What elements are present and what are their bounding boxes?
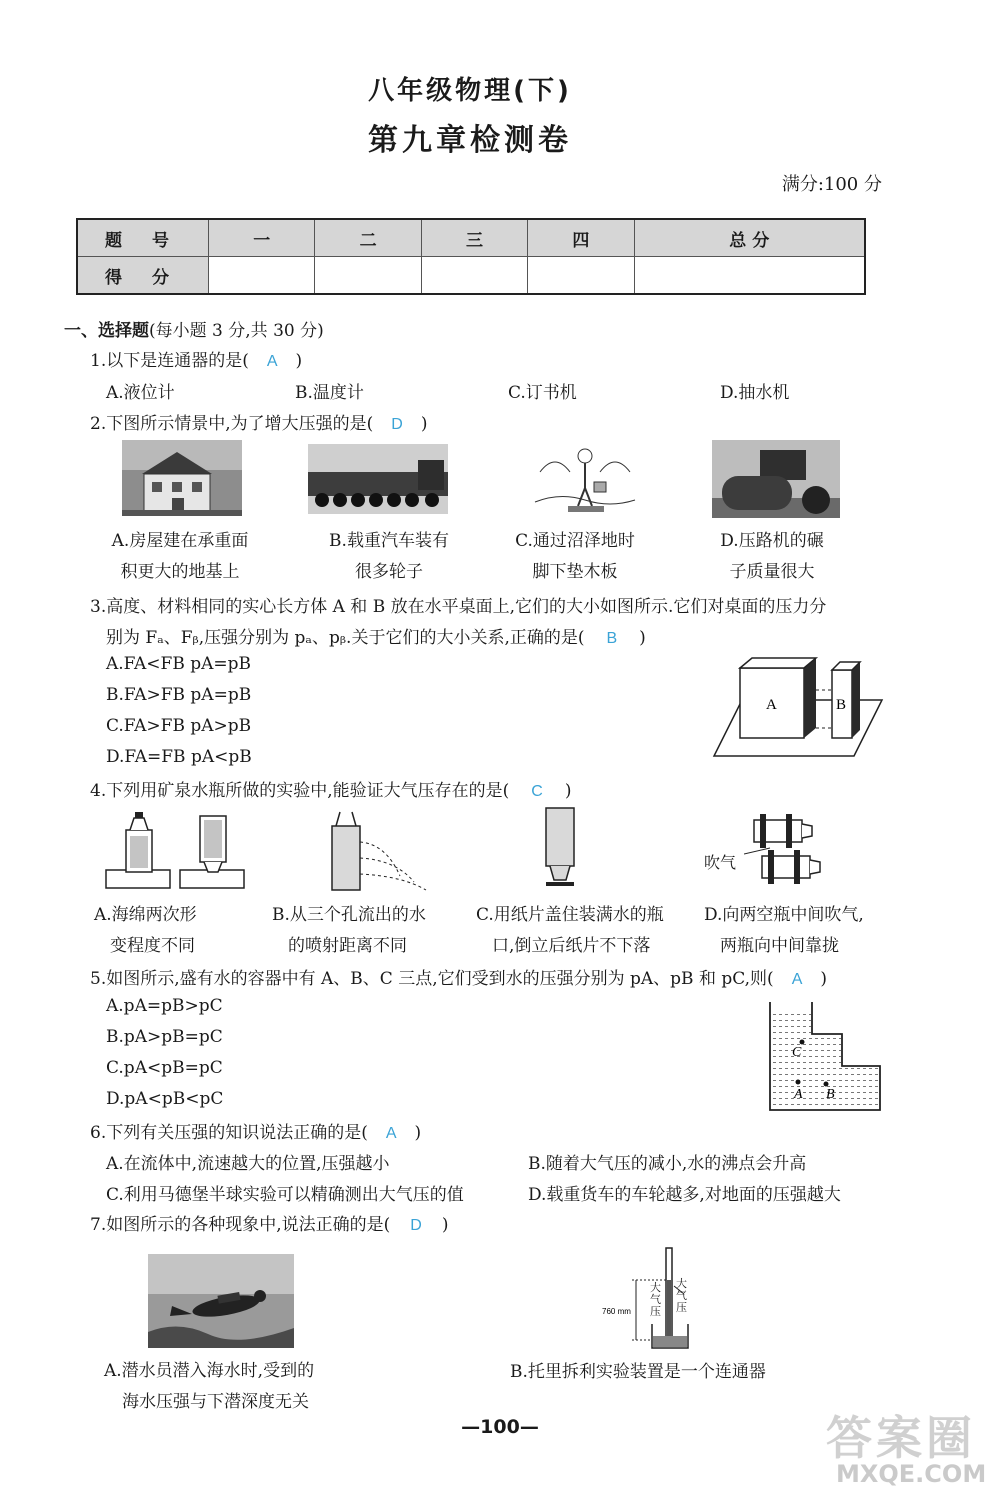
q6-option-b: B.随着大气压的减小,水的沸点会升高 (528, 1154, 807, 1174)
caption-line: 变程度不同 (110, 936, 195, 956)
question-text: 5.如图所示,盛有水的容器中有 A、B、C 三点,它们受到水的压强分别为 pA、pB 和 pC,则( (90, 969, 774, 989)
paren-close: ) (564, 781, 572, 801)
q1-option-b: B.温度计 (295, 383, 364, 403)
caption-line: 很多轮子 (355, 562, 423, 582)
score-cell (209, 257, 315, 295)
q1-option-c: C.订书机 (508, 383, 577, 403)
caption-line: 积更大的地基上 (120, 562, 240, 582)
score-col-total: 总 分 (634, 219, 865, 257)
caption-line: B.载重汽车装有 (329, 531, 449, 551)
three-holes-figure (326, 806, 434, 892)
paren-close: ) (295, 351, 303, 371)
score-table-score-row (77, 257, 865, 295)
paren-close: ) (420, 414, 428, 434)
q6-option-a: A.在流体中,流速越大的位置,压强越小 (106, 1154, 390, 1174)
question-text: 7.如图所示的各种现象中,说法正确的是( (90, 1215, 391, 1235)
answer-mark: D (391, 416, 403, 433)
block-a-label: A (766, 697, 777, 713)
caption-line: 的喷射距离不同 (288, 936, 407, 956)
question-3-stem-line1: 3.高度、材料相同的实心长方体 A 和 B 放在水平桌面上,它们的大小如图所示.它们对桌面的压力分 (90, 597, 827, 617)
q6-option-d: D.载重货车的车轮越多,对地面的压强越大 (528, 1185, 841, 1205)
caption-line: 子质量很大 (729, 562, 815, 582)
answer-mark: A (385, 1125, 397, 1142)
question-6-stem (90, 1118, 421, 1143)
answer-mark: B (606, 630, 618, 647)
q2-caption-b (314, 526, 464, 588)
q5-option-d: D.pA<pB<pC (106, 1089, 224, 1109)
blow-label: 吹气 (704, 853, 737, 872)
q4-caption-c (476, 900, 696, 962)
section-title: 一、选择题 (64, 321, 149, 341)
roller-photo (712, 440, 840, 518)
point-c-label: C (792, 1045, 802, 1060)
score-col-3: 三 (421, 219, 527, 257)
diver-photo (148, 1254, 294, 1348)
paren-close: ) (441, 1215, 449, 1235)
section-note: (每小题 3 分,共 30 分) (149, 321, 324, 341)
caption-line: 脚下垫木板 (532, 562, 618, 582)
q3-option-c: C.FA>FB pA>pB (106, 716, 252, 736)
q5-option-b: B.pA>pB=pC (106, 1027, 223, 1047)
exam-title: 第九章检测卷 (368, 123, 572, 158)
caption-line: C.用纸片盖住装满水的瓶 (476, 905, 664, 925)
truck-photo (308, 444, 448, 514)
caption-line: A.房屋建在承重面 (111, 531, 249, 551)
answer-mark: A (791, 971, 803, 988)
inverted-bottle-figure (540, 806, 580, 892)
point-a-label: A (794, 1087, 803, 1102)
q1-option-a: A.液位计 (106, 383, 175, 403)
question-3-stem-line2 (106, 623, 646, 648)
caption-line: A.潜水员潜入海水时,受到的 (104, 1361, 315, 1381)
page-number: —100— (461, 1416, 539, 1438)
atmospheric-pressure-label-right: 大气压 (676, 1277, 687, 1314)
score-table-label-question: 题 号 (77, 219, 209, 257)
question-text: 6.下列有关压强的知识说法正确的是( (90, 1123, 368, 1143)
q7-caption-a (104, 1356, 364, 1418)
q4-caption-d (704, 900, 894, 962)
blocks-on-table-figure (712, 656, 884, 758)
score-cell (634, 257, 865, 295)
q2-caption-d (702, 526, 842, 588)
question-2-stem (90, 409, 427, 434)
question-text: 1.以下是连通器的是( (90, 351, 249, 371)
caption-line: A.海绵两次形 (94, 905, 197, 925)
caption-line: 海水压强与下潜深度无关 (122, 1392, 309, 1412)
caption-line: D.压路机的碾 (720, 531, 824, 551)
score-cell (528, 257, 634, 295)
water-container-figure (766, 1000, 884, 1112)
score-cell (315, 257, 421, 295)
caption-line: B.从三个孔流出的水 (272, 905, 426, 925)
q4-caption-b (272, 900, 452, 962)
question-text: 别为 Fₐ、Fᵦ,压强分别为 pₐ、pᵦ.关于它们的大小关系,正确的是( (106, 628, 585, 648)
score-table (76, 218, 866, 295)
question-text: 2.下图所示情景中,为了增大压强的是( (90, 414, 374, 434)
paren-close: ) (414, 1123, 422, 1143)
answer-mark: D (410, 1217, 422, 1234)
question-5-stem (90, 964, 827, 989)
caption-line: C.通过沼泽地时 (515, 531, 635, 551)
score-table-header-row (77, 219, 865, 257)
score-col-2: 二 (315, 219, 421, 257)
score-col-1: 一 (209, 219, 315, 257)
q2-caption-c (500, 526, 650, 588)
point-b-label: B (826, 1087, 835, 1102)
watermark-url: MXQE.COM (836, 1460, 987, 1488)
q3-option-b: B.FA>FB pA=pB (106, 685, 252, 705)
caption-line: 口,倒立后纸片不下落 (492, 936, 651, 956)
caption-line: D.向两空瓶中间吹气, (704, 905, 864, 925)
score-cell (421, 257, 527, 295)
q1-option-d: D.抽水机 (720, 383, 790, 403)
q5-option-c: C.pA<pB=pC (106, 1058, 223, 1078)
section-heading (64, 316, 324, 341)
watermark-logo: 答案圈 (826, 1411, 976, 1465)
question-1-stem (90, 346, 302, 371)
question-text: 4.下列用矿泉水瓶所做的实验中,能验证大气压存在的是( (90, 781, 510, 801)
question-4-stem (90, 776, 571, 801)
q4-caption-a (94, 900, 224, 962)
height-760mm-label: 760 mm (602, 1307, 631, 1316)
score-table-label-score: 得 分 (77, 257, 209, 295)
full-mark: 满分:100 分 (781, 174, 882, 195)
question-7-stem (90, 1210, 448, 1235)
book-title: 八年级物理(下) (368, 76, 572, 106)
caption-line: 两瓶向中间靠拢 (720, 936, 839, 956)
paren-close: ) (639, 628, 646, 648)
swamp-drawing (530, 442, 640, 522)
atmospheric-pressure-label-left: 大气压 (650, 1281, 661, 1318)
score-col-4: 四 (528, 219, 634, 257)
q3-option-a: A.FA<FB pA=pB (106, 654, 251, 674)
answer-mark: A (266, 353, 278, 370)
two-bottles-figure (744, 806, 830, 892)
block-b-label: B (836, 697, 847, 713)
q3-option-d: D.FA=FB pA<pB (106, 747, 252, 767)
q6-option-c: C.利用马德堡半球实验可以精确测出大气压的值 (106, 1185, 464, 1205)
sponge-bottles-figure (104, 806, 248, 890)
q2-caption-a (100, 526, 260, 588)
paren-close: ) (820, 969, 827, 989)
q5-option-a: A.pA=pB>pC (106, 996, 223, 1016)
house-photo (122, 440, 242, 516)
answer-mark: C (531, 783, 543, 800)
q7-caption-b: B.托里拆利实验装置是一个连通器 (510, 1362, 766, 1382)
